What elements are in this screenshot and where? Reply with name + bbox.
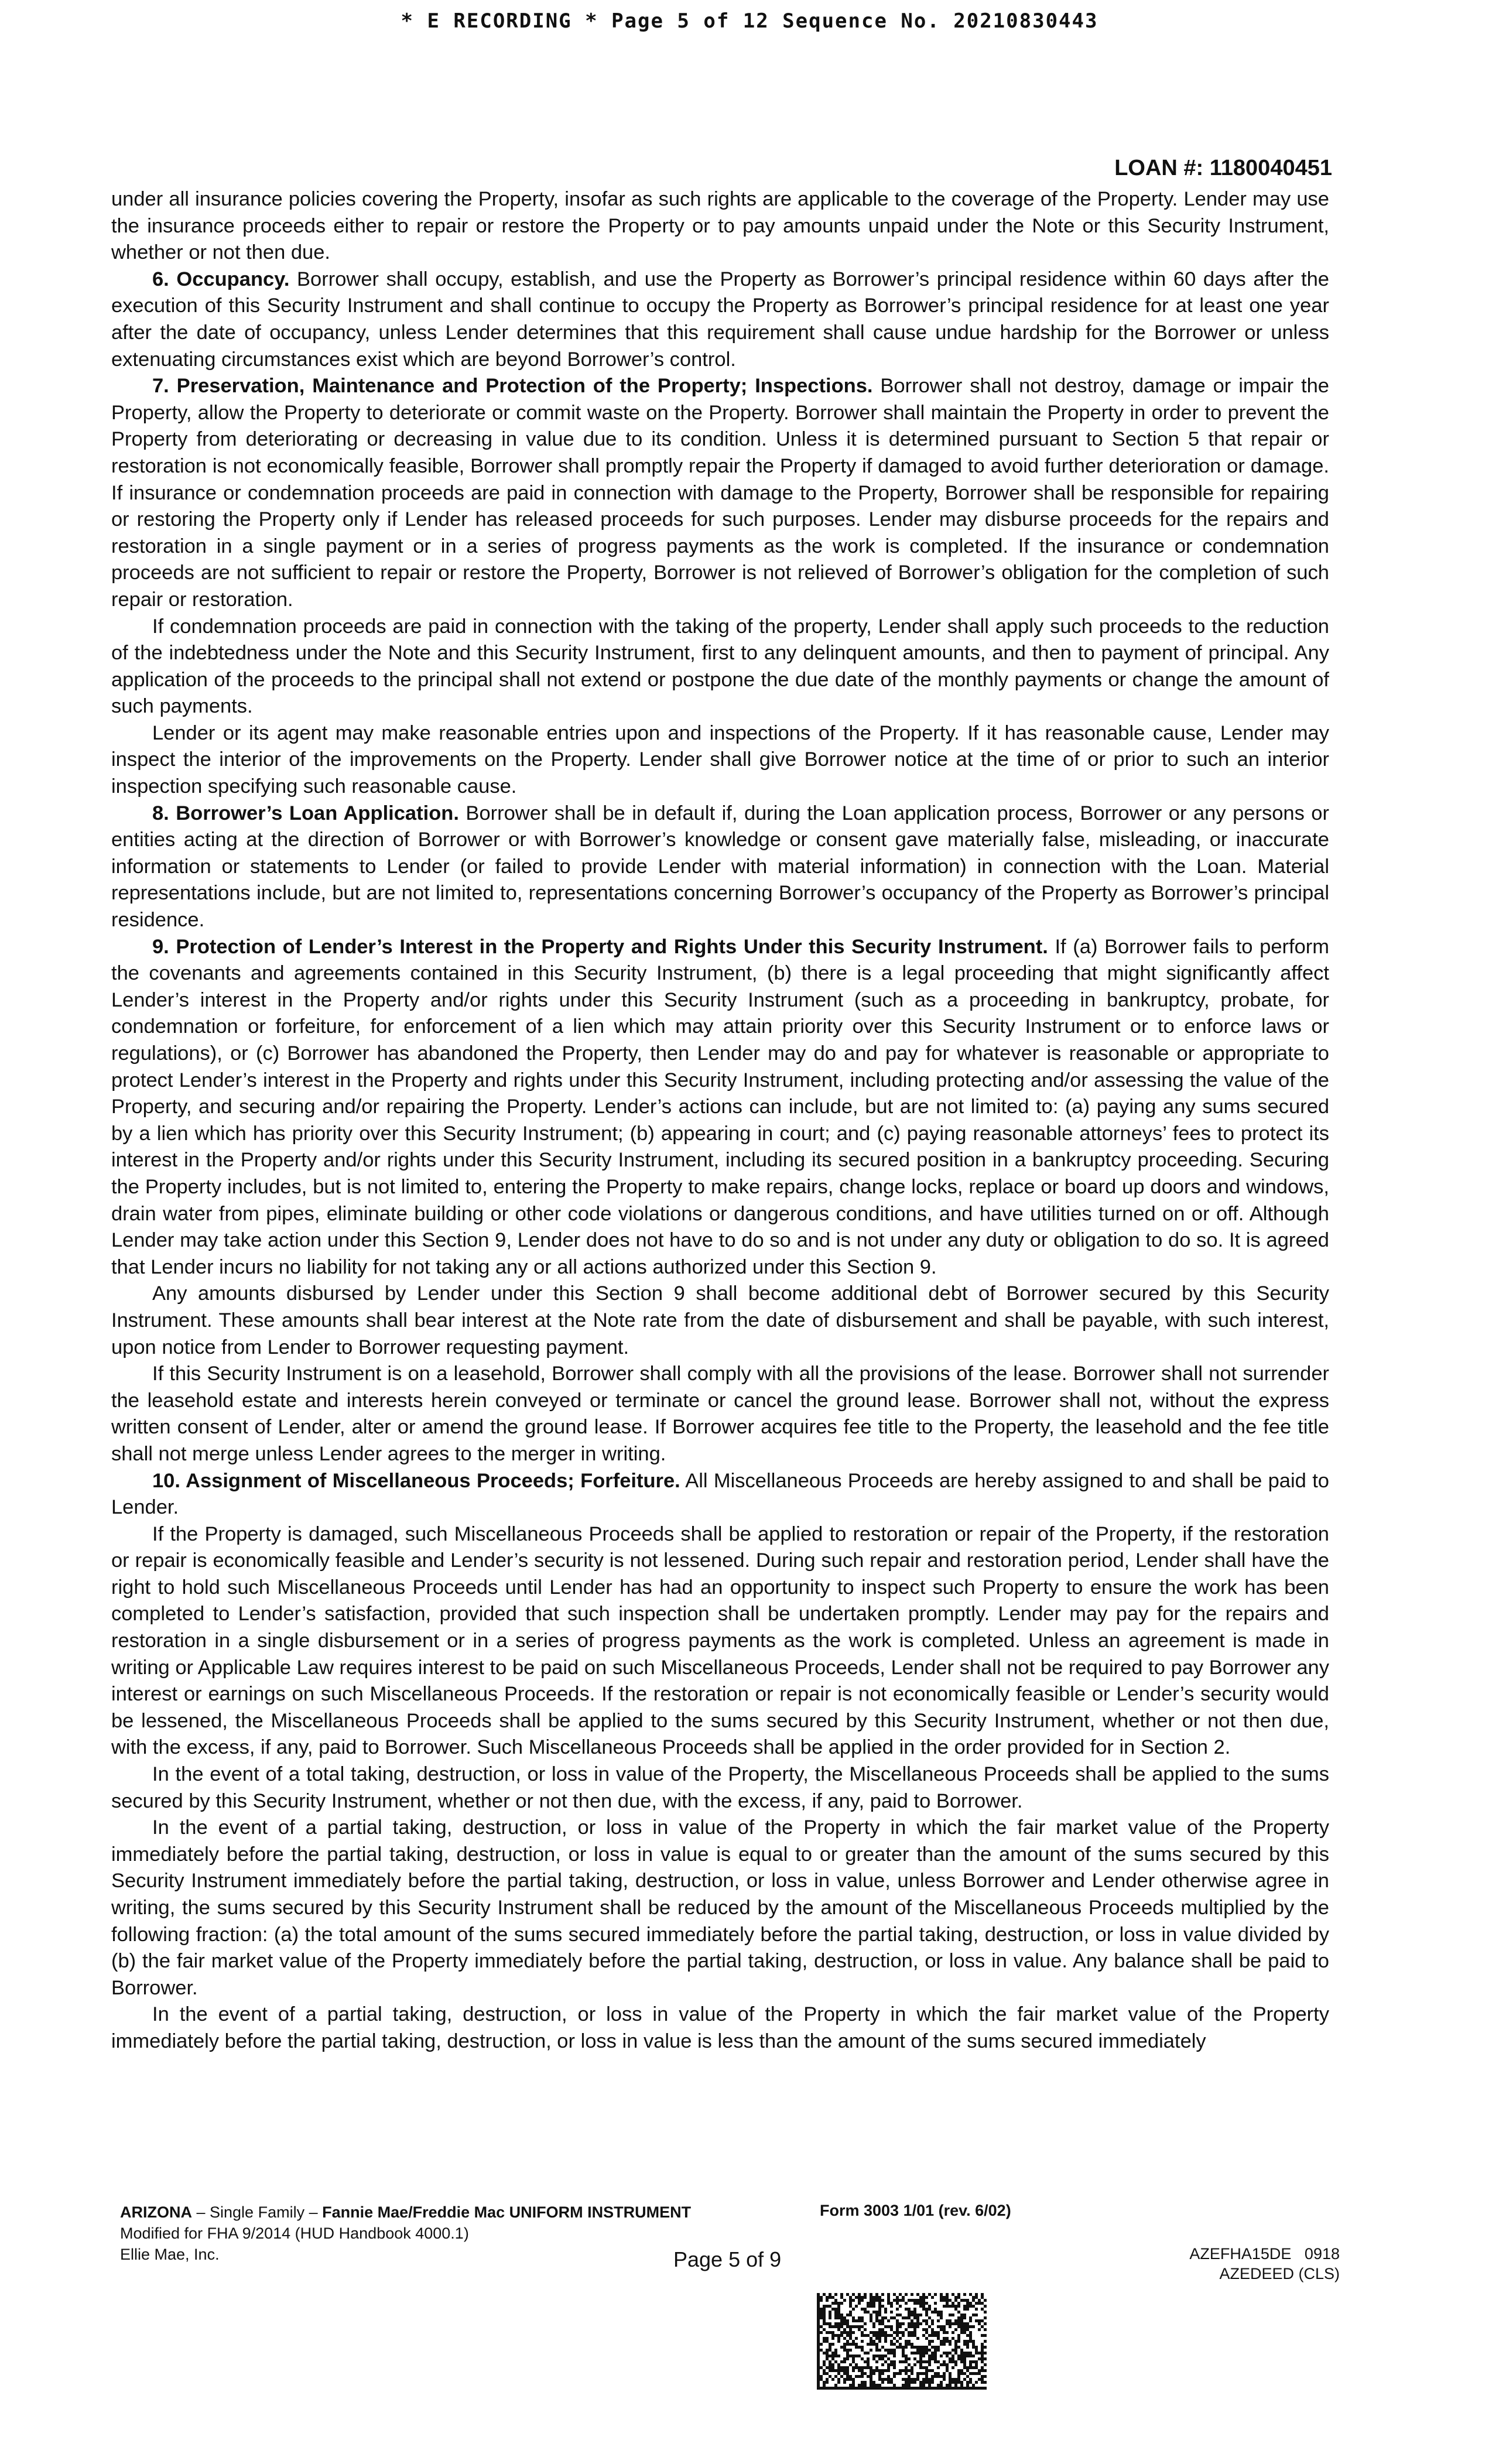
paragraph: under all insurance policies covering the Property, insofar as such rights are applicable to the coverage of the Property. Lender may use the insurance proceeds either to repair or restore the Property or to pay amounts unpaid under the Note or this Security Instrument, whether or not then due.: [111, 188, 1329, 264]
footer-dash: – Single Family –: [192, 2203, 323, 2221]
section-text: All Miscellaneous Proceeds are hereby assigned to and shall be paid to Lender.: [111, 1469, 1329, 1519]
section-text: Borrower shall be in default if, during the Loan application process, Borrower or any persons or entities acting at the direction of Borrower or with Borrower’s knowledge or consent gave materially false, misleading, or inaccurate information or statements to Lender (or failed to provide Lender with material information) in connection with the Loan. Material representations include, but are not limited to, representations concerning Borrower’s occupancy of the Property as Borrower’s principal residence.: [111, 802, 1329, 932]
section-text: If (a) Borrower fails to perform the covenants and agreements contained in this Security Instrument, (b) there is a legal proceeding that might significantly affect Lender’s interest in the Property and/or rights under this Security Instrument (such as a proceeding in bankruptcy, probate, for condemnation or forfeiture, for enforcement of a lien which may attain priority over this Security Instrument or to enforce laws or regulations), or (c) Borrower has abandoned the Property, then Lender may do and pay for whatever is reasonable or appropriate to protect Lender’s interest in the Property and rights under this Security Instrument, including protecting and/or assessing the value of the Property, and securing and/or repairing the Property. Lender’s actions can include, but are not limited to: (a) paying any sums secured by a lien which has priority over this Security Instrument; (b) appearing in court; and (c) paying reasonable attorneys’ fees to protect its interest in the Property and/or rights under this Security Instrument, including its secured position in a bankruptcy proceeding. Securing the Property includes, but is not limited to, entering the Property to make repairs, change locks, replace or board up doors and windows, drain water from pipes, eliminate building or other code violations or dangerous conditions, and have utilities turned on or off. Although Lender may take action under this Section 9, Lender does not have to do so and is not under any duty or obligation to do so. It is agreed that Lender incurs no liability for not taking any or all actions authorized under this Section 9.: [111, 935, 1329, 1278]
paragraph: If the Property is damaged, such Miscellaneous Proceeds shall be applied to restoration or repair of the Property, if the restoration or repair is economically feasible and Lender’s security is not lessened. During such repair and restoration period, Lender shall have the right to hold such Miscellaneous Proceeds until Lender has had an opportunity to inspect such Property to ensure the work has been completed to Lender’s satisfaction, provided that such inspection shall be undertaken promptly. Lender may pay for the repairs and restoration in a single disbursement or in a series of progress payments as the work is completed. Unless an agreement is made in writing or Applicable Law requires interest to be paid on such Miscellaneous Proceeds, Lender shall not be required to pay Borrower any interest or earnings on such Miscellaneous Proceeds. If the restoration or repair is not economically feasible or Lender’s security would be lessened, the Miscellaneous Proceeds shall be applied to the sums secured by this Security Instrument, whether or not then due, with the excess, if any, paid to Borrower. Such Miscellaneous Proceeds shall be applied in the order provided for in Section 2.: [111, 1522, 1329, 1759]
paragraph: If condemnation proceeds are paid in connection with the taking of the property, Lender shall apply such proceeds to the reduction of the indebtedness under the Note and this Security Instrument, first to any delinquent amounts, and then to payment of principal. Any application of the proceeds to the principal shall not extend or postpone the due date of the monthly payments or change the amount of such payments.: [111, 615, 1329, 718]
paragraph: Any amounts disbursed by Lender under this Section 9 shall become additional debt of Borrower secured by this Security Instrument. These amounts shall bear interest at the Note rate from the date of disbursement and shall be payable, with such interest, upon notice from Lender to Borrower requesting payment.: [111, 1282, 1329, 1358]
document-body: [111, 186, 1329, 2055]
section-heading: 9. Protection of Lender’s Interest in the Property and Rights Under this Security Instrument.: [152, 935, 1048, 958]
section-9: [111, 934, 1329, 1281]
section-text: Borrower shall not destroy, damage or impair the Property, allow the Property to deteriorate or commit waste on the Property. Borrower shall maintain the Property in order to prevent the Property from deteriorating or decreasing in value due to its condition. Unless it is determined pursuant to Section 5 that repair or restoration is not economically feasible, Borrower shall promptly repair the Property if damaged to avoid further deterioration or damage. If insurance or condemnation proceeds are paid in connection with damage to the Property, Borrower shall be responsible for repairing or restoring the Property only if Lender has released proceeds for such purposes. Lender may disburse proceeds for the repairs and restoration in a single payment or in a series of progress payments as the work is completed. If the insurance or condemnation proceeds are not sufficient to repair or restore the Property, Borrower is not relieved of Borrower’s obligation for the completion of such repair or restoration.: [111, 375, 1329, 611]
section-6: [111, 266, 1329, 373]
footer-modified: Modified for FHA 9/2014 (HUD Handbook 4000.1): [120, 2225, 469, 2242]
footer-vendor: Ellie Mae, Inc.: [120, 2246, 220, 2263]
section-text: Borrower shall occupy, establish, and use the Property as Borrower’s principal residence within 60 days after the execution of this Security Instrument and shall continue to occupy the Property as Borrower’s principal residence for at least one year after the date of occupancy, unless Lender determines that this requirement shall cause undue hardship for the Borrower or unless extenuating circumstances exist which are beyond Borrower’s control.: [111, 268, 1329, 371]
paragraph: In the event of a partial taking, destruction, or loss in value of the Property in which the fair market value of the Property immediately before the partial taking, destruction, or loss in value is equal to or greater than the amount of the sums secured by this Security Instrument immediately before the partial taking, destruction, or loss in value, unless Borrower and Lender otherwise agree in writing, the sums secured by this Security Instrument shall be reduced by the amount of the Miscellaneous Proceeds multiplied by the following fraction: (a) the total amount of the sums secured immediately before the partial taking, destruction, or loss in value divided by (b) the fair market value of the Property immediately before the partial taking, destruction, or loss in value. Any balance shall be paid to Borrower.: [111, 1816, 1329, 1999]
paragraph: If this Security Instrument is on a leasehold, Borrower shall comply with all the provisions of the lease. Borrower shall not surrender the leasehold estate and interests herein conveyed or terminate or cancel the ground lease. Borrower shall not, without the express written consent of Lender, alter or amend the ground lease. If Borrower acquires fee title to the Property, the leasehold and the fee title shall not merge unless Lender agrees to the merger in writing.: [111, 1363, 1329, 1465]
footer-instrument-line: [120, 2202, 691, 2223]
footer-right: [1189, 2244, 1340, 2284]
section-heading: 6. Occupancy.: [152, 268, 290, 290]
page-number: Page 5 of 9: [673, 2247, 782, 2271]
section-7: [111, 373, 1329, 613]
paragraph: In the event of a partial taking, destruction, or loss in value of the Property in which the fair market value of the Property immediately before the partial taking, destruction, or loss in value is less than the amount of the sums secured immediately: [111, 2003, 1329, 2052]
section-10: [111, 1468, 1329, 1521]
section-8: [111, 800, 1329, 934]
footer-instrument: Fannie Mae/Freddie Mac UNIFORM INSTRUMENT: [322, 2203, 692, 2221]
barcode-icon: [817, 2293, 987, 2390]
section-heading: 7. Preservation, Maintenance and Protection of the Property; Inspections.: [152, 375, 873, 398]
paragraph: In the event of a total taking, destruction, or loss in value of the Property, the Miscellaneous Proceeds shall be applied to the sums secured by this Security Instrument, whether or not then due, with the excess, if any, paid to Borrower.: [111, 1763, 1329, 1812]
loan-number: LOAN #: 1180040451: [1114, 156, 1332, 180]
footer-code-2: AZEDEED (CLS): [1219, 2265, 1340, 2282]
footer-state: ARIZONA: [120, 2203, 192, 2221]
footer-code-1: AZEFHA15DE 0918: [1189, 2245, 1340, 2263]
footer-form-number: Form 3003 1/01 (rev. 6/02): [820, 2202, 1011, 2219]
section-heading: 10. Assignment of Miscellaneous Proceeds; Forfeiture.: [152, 1469, 680, 1492]
footer-left: [120, 2202, 691, 2265]
section-heading: 8. Borrower’s Loan Application.: [152, 802, 459, 824]
paragraph: Lender or its agent may make reasonable entries upon and inspections of the Property. If it has reasonable cause, Lender may inspect the interior of the improvements on the Property. Lender shall give Borrower notice at the time of or prior to such an interior inspection specifying such reasonable cause.: [111, 721, 1329, 798]
recording-header: * E RECORDING * Page 5 of 12 Sequence No. 20210830443: [401, 9, 1098, 33]
